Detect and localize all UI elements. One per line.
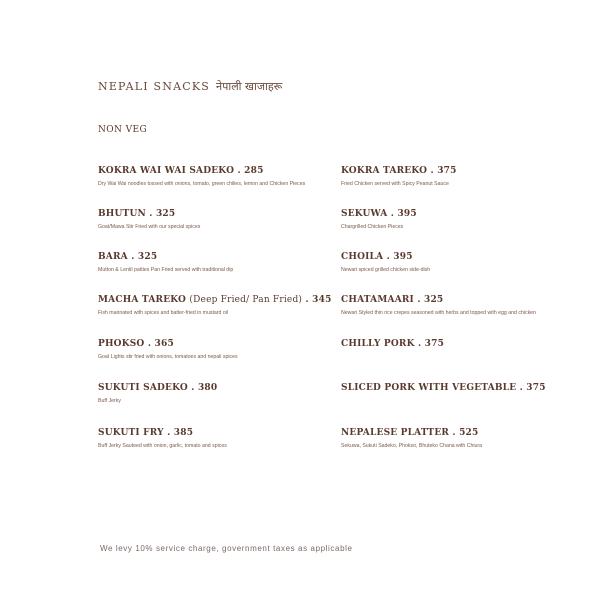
menu-item-price: 325 bbox=[137, 252, 158, 262]
menu-item-description: Buff Jerky bbox=[98, 398, 121, 404]
menu-item-name: KOKRA WAI WAI SADEKO bbox=[98, 166, 235, 176]
menu-item-separator: . bbox=[452, 428, 456, 438]
menu-item-price: 525 bbox=[459, 428, 479, 438]
menu-item-heading bbox=[341, 252, 541, 262]
menu-item-price: 375 bbox=[526, 383, 546, 393]
menu-item-separator: . bbox=[305, 295, 309, 305]
menu-item-price: 285 bbox=[244, 166, 264, 176]
menu-item-price: 375 bbox=[437, 166, 457, 176]
service-charge-note: We levy 10% service charge, government taxes as applicable bbox=[100, 544, 353, 553]
menu-item bbox=[98, 295, 333, 317]
menu-item bbox=[341, 428, 541, 450]
menu-item bbox=[98, 209, 333, 231]
menu-item-price: 325 bbox=[155, 209, 176, 219]
menu-item-separator: . bbox=[390, 209, 395, 219]
menu-item-heading bbox=[341, 339, 541, 349]
menu-item-separator: . bbox=[417, 339, 422, 349]
menu-item-description: Goat/Mawa Stir Fried with our special spices bbox=[98, 224, 201, 230]
menu-item-heading bbox=[98, 252, 333, 262]
menu-item-name: CHATAMAARI bbox=[341, 295, 414, 305]
menu-item bbox=[98, 339, 333, 361]
menu-item-heading bbox=[341, 209, 541, 219]
menu-item-separator: . bbox=[417, 295, 421, 305]
menu-item-description: Goat Lights stir fried with onions, tomatoes and nepali spices bbox=[98, 354, 238, 360]
menu-item-note: (Deep Fried/ Pan Fried) bbox=[189, 295, 303, 305]
menu-item-heading bbox=[98, 295, 333, 305]
menu-item-price: 375 bbox=[424, 339, 445, 349]
menu-item-name: CHOILA bbox=[341, 252, 384, 262]
menu-item-separator: . bbox=[131, 252, 135, 262]
subsection-heading: NON VEG bbox=[98, 125, 148, 135]
menu-item bbox=[98, 252, 333, 274]
menu-item-price: 380 bbox=[197, 383, 218, 393]
menu-item-description: Chargrilled Chicken Pieces bbox=[341, 224, 404, 230]
menu-item-separator: . bbox=[430, 166, 434, 176]
menu-item-heading bbox=[98, 339, 333, 349]
menu-item-heading bbox=[98, 166, 333, 176]
menu-item bbox=[341, 252, 541, 274]
menu-item-name: PHOKSO bbox=[98, 339, 145, 349]
section-title bbox=[98, 79, 282, 94]
menu-item-separator: . bbox=[519, 383, 523, 393]
menu-item-separator: . bbox=[147, 339, 152, 349]
menu-item-heading bbox=[341, 295, 541, 305]
menu-item-separator: . bbox=[237, 166, 241, 176]
menu-item-price: 395 bbox=[393, 252, 413, 262]
menu-item-description: Newari Styled thin rice crepes seasoned with herbs and topped with egg and chicken bbox=[341, 310, 536, 316]
section-title-english: NEPALI SNACKS bbox=[98, 80, 211, 93]
menu-item-name: NEPALESE PLATTER bbox=[341, 428, 450, 438]
menu-item-name: KOKRA TAREKO bbox=[341, 166, 428, 176]
menu-item-name: SEKUWA bbox=[341, 209, 388, 219]
menu-item bbox=[341, 295, 541, 317]
menu-item-heading bbox=[98, 209, 333, 219]
menu-item-separator: . bbox=[167, 428, 171, 438]
menu-item-description: Dry Wai Wai noodles tossed with onions, tomato, green chilies, lemon and Chicken Pieces bbox=[98, 181, 306, 187]
menu-item-separator: . bbox=[149, 209, 153, 219]
menu-item-description: Newari spiced grilled chicken side-dish bbox=[341, 267, 431, 273]
menu-item-description: Fried Chicken served with Spicy Peanut Sauce bbox=[341, 181, 449, 187]
menu-item bbox=[341, 166, 541, 188]
section-title-nepali: नेपाली खाजाहरू bbox=[216, 80, 283, 93]
menu-item-price: 345 bbox=[312, 295, 332, 305]
menu-item-description: Buff Jerky Sauteed with onion, garlic, tomato and spices bbox=[98, 443, 227, 449]
menu-item-price: 325 bbox=[424, 295, 444, 305]
menu-item bbox=[341, 339, 541, 349]
menu-item-description: Fish marinated with spices and batter-fried in mustard oil bbox=[98, 310, 229, 316]
menu-item-price: 385 bbox=[173, 428, 194, 438]
menu-item-name: SUKUTI FRY bbox=[98, 428, 164, 438]
menu-item-price: 395 bbox=[397, 209, 417, 219]
menu-item-description: Sekuwa, Sukuti Sadeko, Phokso, Bhuteko Chana with Chiura bbox=[341, 443, 483, 449]
menu-item-name: BHUTUN bbox=[98, 209, 146, 219]
menu-item-heading bbox=[98, 383, 333, 393]
menu-item-heading bbox=[341, 428, 541, 438]
menu-item-name: CHILLY PORK bbox=[341, 339, 415, 349]
menu-item-name: MACHA TAREKO bbox=[98, 295, 187, 305]
menu-item bbox=[98, 428, 333, 450]
menu-item-heading bbox=[341, 166, 541, 176]
menu-item-name: BARA bbox=[98, 252, 128, 262]
menu-item bbox=[98, 383, 333, 405]
menu-item-price: 365 bbox=[154, 339, 174, 349]
menu-item bbox=[341, 383, 546, 393]
menu-item-separator: . bbox=[386, 252, 390, 262]
menu-item-separator: . bbox=[191, 383, 195, 393]
menu-item bbox=[341, 209, 541, 231]
menu-item-heading bbox=[341, 383, 546, 393]
menu-item-description: Mutton & Lentil patties Pan Fried served with traditional dip bbox=[98, 267, 234, 273]
menu-item bbox=[98, 166, 333, 188]
menu-item-heading bbox=[98, 428, 333, 438]
menu-item-name: SUKUTI SADEKO bbox=[98, 383, 188, 393]
menu-item-name: SLICED PORK WITH VEGETABLE bbox=[341, 383, 517, 393]
